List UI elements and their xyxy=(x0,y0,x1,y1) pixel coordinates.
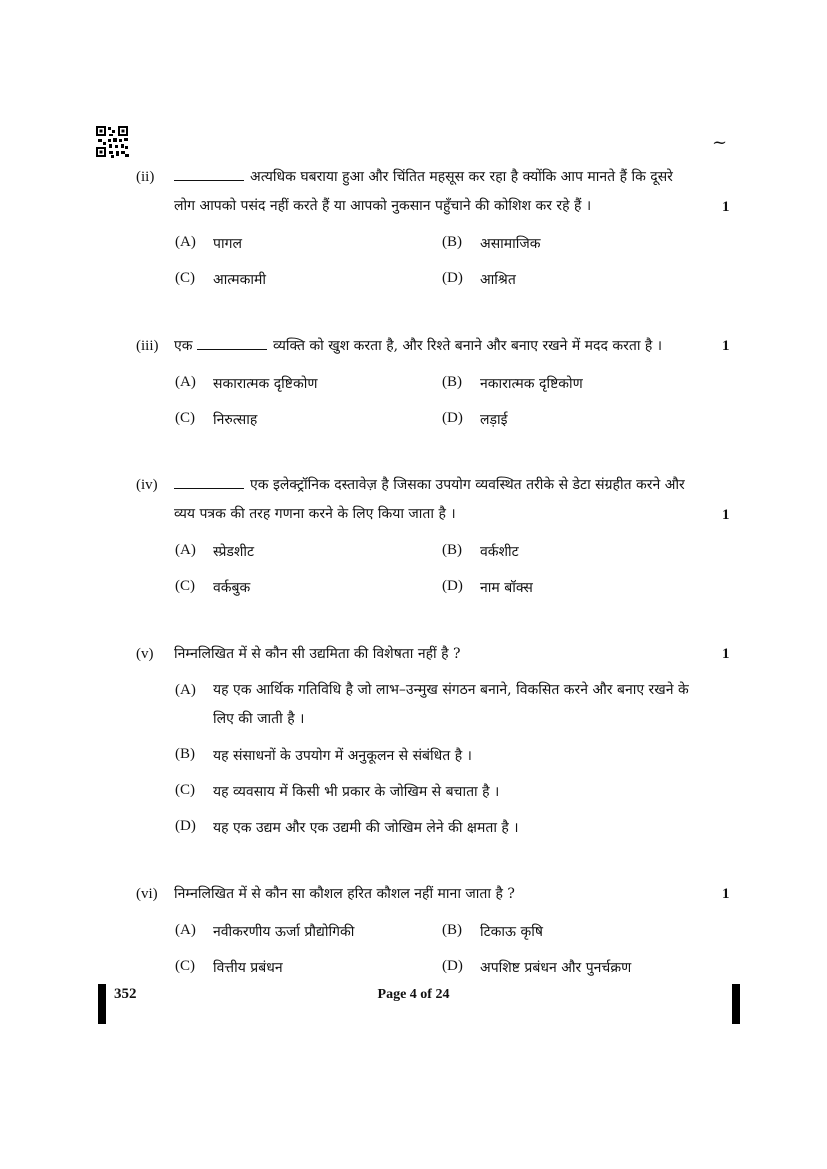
option-label: (C) xyxy=(175,578,195,594)
option-label: (D) xyxy=(442,410,463,426)
question-marks: 1 xyxy=(722,507,730,523)
option-text: वित्तीय प्रबंधन xyxy=(213,960,283,976)
option-text: वर्कबुक xyxy=(213,580,251,596)
fill-blank xyxy=(174,166,244,181)
question-number: (iii) xyxy=(136,338,159,354)
option-text: आत्मकामी xyxy=(213,272,266,288)
question-text: एक इलेक्ट्रॉनिक दस्तावेज़ है जिसका उपयोग व्यवस्थित तरीके से डेटा संग्रहीत करने और व्यय पत्रक की तरह गणना करने के लिए किया जाता है । xyxy=(174,471,698,529)
question-number: (ii) xyxy=(136,169,155,185)
question-marks: 1 xyxy=(722,199,730,215)
qr-code-icon xyxy=(96,126,130,158)
option-text: टिकाऊ कृषि xyxy=(480,924,543,940)
question-text: निम्नलिखित में से कौन सा कौशल हरित कौशल नहीं माना जाता है ? xyxy=(174,886,515,902)
question-marks: 1 xyxy=(722,646,730,662)
option-label: (B) xyxy=(442,234,462,250)
option-text: यह संसाधनों के उपयोग में अनुकूलन से संबंधित है । xyxy=(213,748,472,764)
question-text: एक व्यक्ति को खुश करता है, और रिश्ते बनाने और बनाए रखने में मदद करता है । xyxy=(174,332,698,361)
option-label: (B) xyxy=(175,746,195,762)
question-text: निम्नलिखित में से कौन सी उद्यमिता की विशेषता नहीं है ? xyxy=(174,646,461,662)
option-label: (C) xyxy=(175,958,195,974)
option-label: (A) xyxy=(175,922,196,938)
page-number: Page 4 of 24 xyxy=(377,987,450,1002)
option-text: यह व्यवसाय में किसी भी प्रकार के जोखिम से बचाता है । xyxy=(213,784,500,800)
option-text: सकारात्मक दृष्टिकोण xyxy=(213,376,318,392)
question-number: (v) xyxy=(136,646,154,662)
fill-blank xyxy=(174,474,244,489)
option-label: (C) xyxy=(175,270,195,286)
option-text: नाम बॉक्स xyxy=(480,580,533,596)
option-text: आश्रित xyxy=(480,272,516,288)
option-label: (C) xyxy=(175,782,195,798)
option-label: (D) xyxy=(442,578,463,594)
option-text: नकारात्मक दृष्टिकोण xyxy=(480,376,583,392)
option-text: वर्कशीट xyxy=(480,544,519,560)
option-text: यह एक उद्यम और एक उद्यमी की जोखिम लेने की क्षमता है । xyxy=(213,820,519,836)
option-label: (D) xyxy=(442,958,463,974)
option-label: (D) xyxy=(442,270,463,286)
option-label: (D) xyxy=(175,818,196,834)
question-number: (vi) xyxy=(136,886,158,902)
paper-code: 352 xyxy=(114,986,137,1002)
option-label: (B) xyxy=(442,922,462,938)
option-text: नवीकरणीय ऊर्जा प्रौद्योगिकी xyxy=(213,924,355,940)
option-text: यह एक आर्थिक गतिविधि है जो लाभ–उन्मुख संगठन बनाने, विकसित करने और बनाए रखने के लिए की जाती है । xyxy=(213,682,689,727)
option-label: (A) xyxy=(175,234,196,250)
option-text: असामाजिक xyxy=(480,236,541,252)
option-label: (B) xyxy=(442,374,462,390)
option-text: पागल xyxy=(213,236,242,252)
option-text: निरुत्साह xyxy=(213,412,258,428)
question-marks: 1 xyxy=(722,338,730,354)
fill-blank xyxy=(197,335,267,350)
option-label: (B) xyxy=(442,542,462,558)
question-marks: 1 xyxy=(722,886,730,902)
right-margin-bar xyxy=(732,984,740,1024)
option-label: (A) xyxy=(175,374,196,390)
option-text: अपशिष्ट प्रबंधन और पुनर्चक्रण xyxy=(480,960,632,976)
corner-mark: ~ xyxy=(712,132,728,153)
question-text: अत्यधिक घबराया हुआ और चिंतित महसूस कर रहा है क्योंकि आप मानते हैं कि दूसरे लोग आपको पसंद नहीं करते हैं या आपको नुकसान पहुँचाने की कोशिश कर रहे हैं । xyxy=(174,163,698,221)
option-label: (C) xyxy=(175,410,195,426)
option-text: स्प्रेडशीट xyxy=(213,544,255,560)
question-number: (iv) xyxy=(136,477,158,493)
option-text: लड़ाई xyxy=(480,412,508,428)
option-label: (A) xyxy=(175,542,196,558)
option-label: (A) xyxy=(175,682,196,698)
